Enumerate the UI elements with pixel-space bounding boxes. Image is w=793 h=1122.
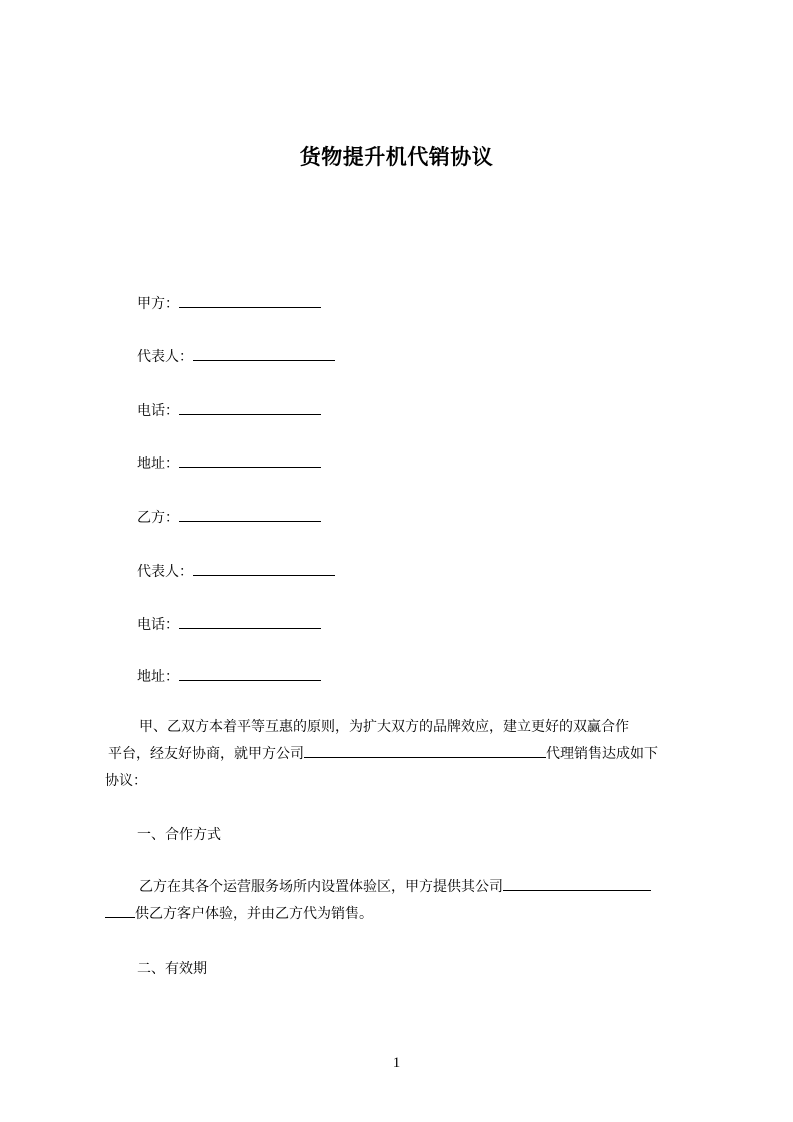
- party-b-phone-label: 电话：: [137, 617, 179, 633]
- party-b-address-field: [137, 665, 321, 687]
- party-b-representative-label: 代表人：: [137, 564, 193, 580]
- section-1-product-blank: [503, 875, 651, 891]
- party-a-representative-field: [137, 345, 335, 367]
- party-b-name-blank: [179, 506, 321, 522]
- intro-company-blank: [304, 742, 546, 758]
- party-a-address-field: [137, 452, 321, 474]
- section-1-line-2: [105, 901, 705, 928]
- party-a-phone-field: [137, 399, 321, 421]
- party-a-address-blank: [179, 452, 321, 468]
- section-1-heading: 一、合作方式: [137, 827, 221, 843]
- intro-line-2: [105, 741, 705, 768]
- party-a-representative-blank: [193, 345, 335, 361]
- party-b-address-blank: [179, 665, 321, 681]
- party-a-address-label: 地址：: [137, 456, 179, 472]
- party-b-representative-field: [137, 560, 335, 582]
- party-b-phone-blank: [179, 613, 321, 629]
- party-b-representative-blank: [193, 560, 335, 576]
- section-1-paragraph: [105, 874, 705, 928]
- party-b-name-label: 乙方：: [137, 510, 179, 526]
- intro-line-2-ending: 代理销售达成如下: [546, 746, 658, 762]
- section-2-heading: 二、有效期: [137, 961, 207, 977]
- party-a-phone-blank: [179, 399, 321, 415]
- intro-line-3: 协议：: [105, 773, 147, 789]
- party-a-phone-label: 电话：: [137, 403, 179, 419]
- party-a-representative-label: 代表人：: [137, 349, 193, 365]
- intro-line-2-text: 平台，经友好协商，就甲方公司: [108, 746, 304, 762]
- section-1-line-1-text: 乙方在其各个运营服务场所内设置体验区，甲方提供其公司: [139, 879, 503, 895]
- party-a-name-label: 甲方：: [137, 296, 179, 312]
- party-b-phone-field: [137, 613, 321, 635]
- section-1-line-1: [105, 874, 705, 901]
- section-1-line-2-text: 供乙方客户体验，并由乙方代为销售。: [135, 906, 373, 922]
- page-number: 1: [392, 1055, 401, 1071]
- intro-line-1: 甲、乙双方本着平等互惠的原则，为扩大双方的品牌效应，建立更好的双赢合作: [139, 719, 629, 735]
- party-b-address-label: 地址：: [137, 669, 179, 685]
- document-title: 货物提升机代销协议: [299, 145, 494, 169]
- party-a-name-field: [137, 292, 321, 314]
- intro-paragraph: [105, 714, 705, 795]
- party-b-name-field: [137, 506, 321, 528]
- party-a-name-blank: [179, 292, 321, 308]
- section-1-product-blank-continued: [105, 902, 135, 918]
